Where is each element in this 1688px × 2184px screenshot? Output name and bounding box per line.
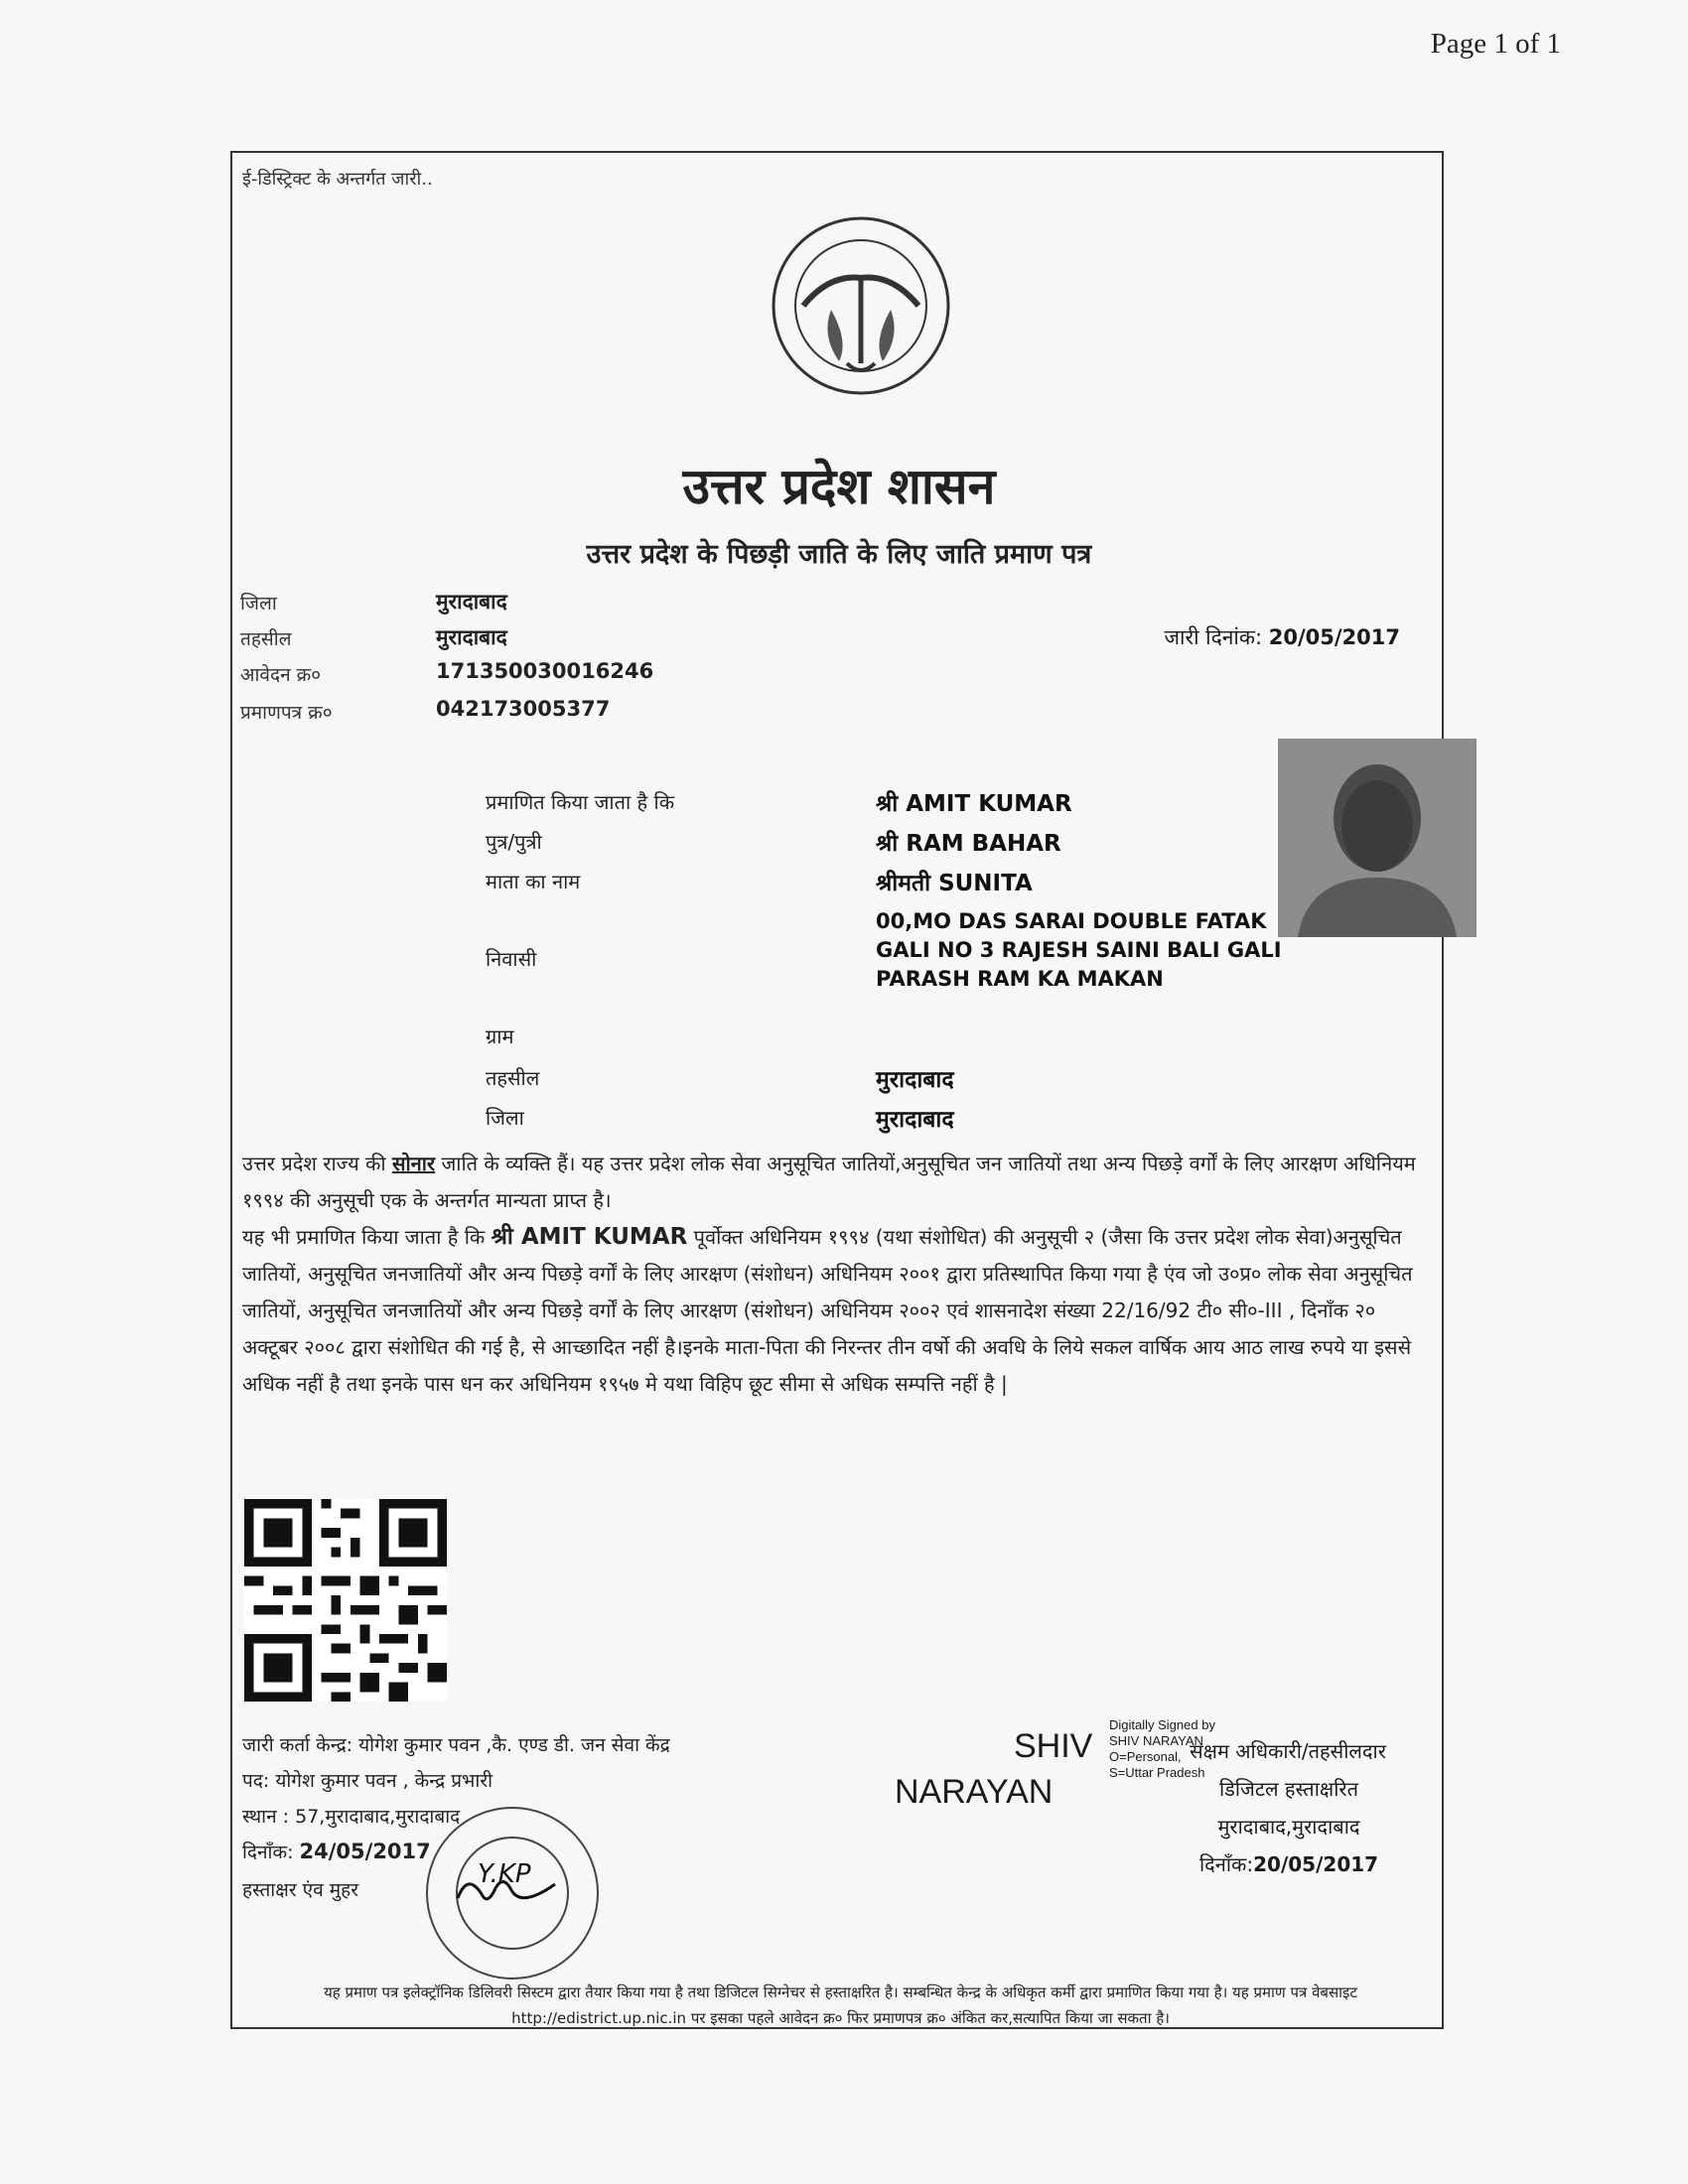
field-district-label: जिला bbox=[486, 1106, 524, 1130]
certified-name-inline: श्री AMIT KUMAR bbox=[491, 1224, 688, 1250]
applicant-photo bbox=[1278, 739, 1477, 937]
document-title: उत्तर प्रदेश शासन bbox=[682, 458, 996, 515]
officer-date: दिनाँक:20/05/2017 bbox=[1198, 1852, 1379, 1876]
mother-label: माता का नाम bbox=[486, 870, 581, 893]
person-photo-icon bbox=[1278, 739, 1477, 937]
issuer-post: पद: योगेश कुमार पवन , केन्द्र प्रभारी bbox=[242, 1770, 493, 1792]
stamp-signature: Y.KP bbox=[478, 1859, 531, 1889]
issuing-center: जारी कर्ता केन्द्र: योगेश कुमार पवन ,कै. एण्ड डी. जन सेवा केंद्र bbox=[242, 1734, 670, 1756]
village-label: ग्राम bbox=[486, 1024, 514, 1048]
issue-date bbox=[1164, 623, 1400, 651]
sign-and-seal-label: हस्ताक्षर एंव मुहर bbox=[242, 1879, 358, 1901]
officer-place: मुरादाबाद,मुरादाबाद bbox=[1217, 1815, 1360, 1839]
issue-date-value: 20/05/2017 bbox=[1268, 625, 1400, 649]
document-subtitle: उत्तर प्रदेश के पिछड़ी जाति के लिए जाति प्रमाण पत्र bbox=[586, 539, 1092, 570]
officer-title: सक्षम अधिकारी/तहसीलदार bbox=[1190, 1739, 1386, 1763]
district-label: जिला bbox=[240, 593, 277, 614]
top-note: ई-डिस्ट्रिक्ट के अन्तर्गत जारी.. bbox=[242, 169, 433, 190]
officer-signature-type: डिजिटल हस्ताक्षरित bbox=[1219, 1777, 1358, 1801]
resident-address: 00,MO DAS SARAI DOUBLE FATAK GALI NO 3 RAJESH SAINI BALI GALI PARASH RAM KA MAKAN bbox=[876, 909, 1282, 991]
certificate-frame bbox=[230, 151, 1444, 2029]
issuer-date: दिनाँक: 24/05/2017 bbox=[242, 1840, 431, 1863]
field-tehsil-value: मुरादाबाद bbox=[876, 1067, 954, 1093]
tehsil-value: मुरादाबाद bbox=[436, 625, 507, 649]
certified-name: श्री AMIT KUMAR bbox=[876, 791, 1072, 817]
digital-signature-details: Digitally Signed by SHIV NARAYAN O=Personal, S=Uttar Pradesh bbox=[1109, 1717, 1215, 1780]
caste-name: सोनार bbox=[391, 1152, 436, 1175]
application-no-label: आवेदन क्र० bbox=[240, 664, 322, 686]
digital-signer-line1: SHIV bbox=[1014, 1727, 1093, 1765]
application-no-value: 171350030016246 bbox=[436, 659, 654, 683]
field-tehsil-label: तहसील bbox=[486, 1066, 540, 1090]
page-number: Page 1 of 1 bbox=[1430, 28, 1561, 60]
official-seal-icon bbox=[418, 1799, 607, 1987]
verification-footer: यह प्रमाण पत्र इलेक्ट्रॉनिक डिलिवरी सिस्टम द्वारा तैयार किया गया है तथा डिजिटल सिग्नेचर से हस्ताक्षरित है। सम्बन्धित केन्द्र के अधिकृत कर्मी द्वारा प्रमाणित किया गया है। यह प्रमाण पत्र वेबसाइट http://edistrict.up.nic.in पर इसका पहले आवेदन क्र० फिर प्रमाणपत्र क्र० अंकित कर,सत्यापित किया जा सकता है। bbox=[324, 1983, 1357, 2027]
certificate-no-label: प्रमाणपत्र क्र० bbox=[240, 702, 333, 724]
digital-signer-line2: NARAYAN bbox=[895, 1773, 1054, 1811]
resident-label: निवासी bbox=[486, 947, 537, 971]
certification-paragraph: यह भी प्रमाणित किया जाता है कि श्री AMIT KUMAR पूर्वोक्त अधिनियम १९९४ (यथा संशोधित) की अनुसूची २ (जैसा कि उत्तर प्रदेश लोक सेवा)अनुसूचित जातियों, अनुसूचित जनजातियों और अन्य पिछड़े वर्गों के लिए आरक्षण (संशोधन) अधिनियम २००१ द्वारा प्रतिस्थापित किया गया है एंव जो उ०प्र० लोक सेवा अनुसूचित जातियों, अनुसूचित जनजातियों और अन्य पिछड़े वर्गों के लिए आरक्षण (संशोधन) अधिनियम २००२ एवं शासनादेश संख्या 22/16/92 टी० सी०-III , दिनाँक २० अक्टूबर २००८ द्वारा संशोधित की गई है, से आच्छादित नहीं है।इनके माता-पिता की निरन्तर तीन वर्षो की अवधि के लिये सकल वार्षिक आय आठ लाख रुपये या इससे अधिक नहीं है तथा इनके पास धन कर अधिनियम १९५७ मे यथा विहिप छूट सीमा से अधिक सम्पत्ति नहीं है | bbox=[242, 1224, 1413, 1396]
issuer-place: स्थान : 57,मुरादाबाद,मुरादाबाद bbox=[242, 1806, 461, 1828]
caste-paragraph: उत्तर प्रदेश राज्य की सोनार जाति के व्यक्ति हैं। यह उत्तर प्रदेश लोक सेवा अनुसूचित जातियों,अनुसूचित जन जातियों तथा अन्य पिछड़े वर्गों के लिए आरक्षण अधिनियम १९९४ की अनुसूची एक के अन्तर्गत मान्यता प्राप्त है। bbox=[242, 1152, 1416, 1212]
child-of-label: पुत्र/पुत्री bbox=[486, 830, 542, 854]
state-emblem-icon bbox=[770, 214, 952, 397]
issue-date-label: जारी दिनांक: bbox=[1164, 625, 1263, 649]
mother-name: श्रीमती SUNITA bbox=[876, 871, 1033, 896]
tehsil-label: तहसील bbox=[240, 628, 292, 650]
certified-label: प्रमाणित किया जाता है कि bbox=[486, 790, 675, 814]
district-value: मुरादाबाद bbox=[436, 590, 507, 614]
certificate-no-value: 042173005377 bbox=[436, 697, 611, 721]
qr-code-icon bbox=[244, 1499, 447, 1702]
field-district-value: मुरादाबाद bbox=[876, 1107, 954, 1133]
father-name: श्री RAM BAHAR bbox=[876, 831, 1061, 857]
